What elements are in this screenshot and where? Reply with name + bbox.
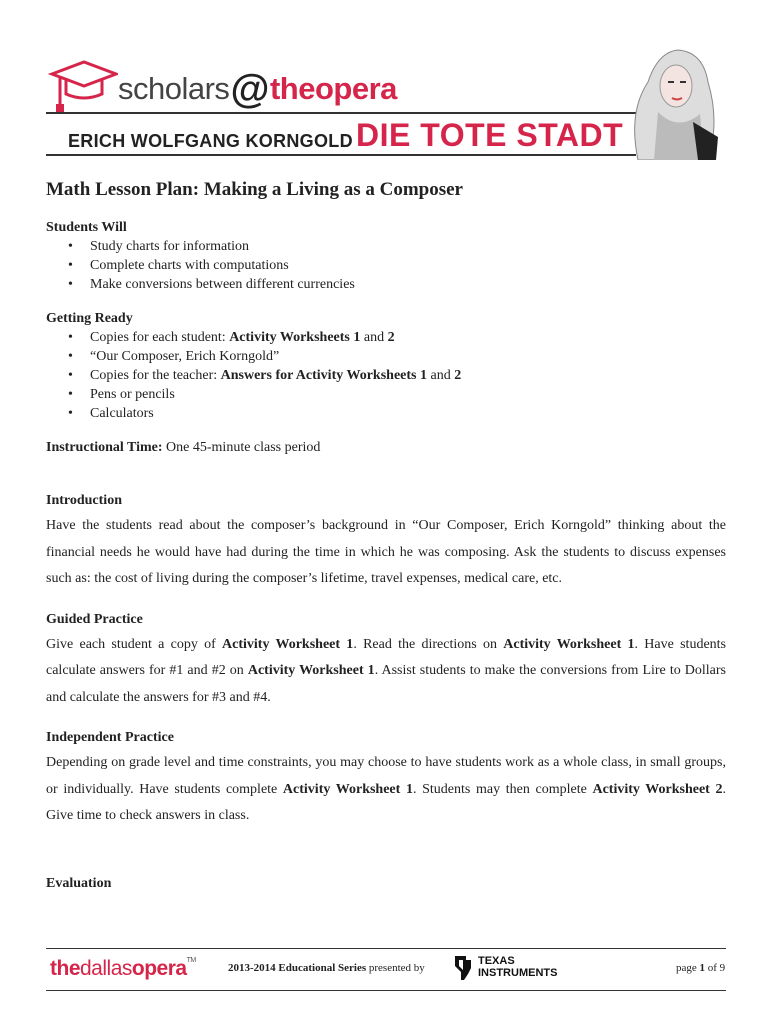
instructional-time-value: One 45-minute class period bbox=[162, 440, 321, 455]
singer-portrait-image bbox=[608, 42, 728, 160]
para-text: . Have students calculate answers for #1 and #2 on bbox=[46, 636, 727, 678]
texas-instruments-logo bbox=[478, 955, 557, 979]
list-item bbox=[90, 328, 726, 347]
item-bold: Answers for Activity Worksheets 1 bbox=[220, 368, 427, 383]
ti-line2: INSTRUMENTS bbox=[478, 967, 558, 979]
footer-divider-top bbox=[46, 948, 726, 949]
graduation-cap-icon bbox=[48, 56, 118, 118]
logo-dallas: dallas bbox=[80, 957, 132, 980]
series-name: 2013-2014 Educational Series bbox=[228, 962, 367, 974]
page-current: 1 bbox=[699, 962, 706, 974]
item-text: Copies for each student: bbox=[90, 330, 230, 345]
dallas-opera-logo bbox=[50, 957, 196, 981]
para-bold: Activity Worksheet 2 bbox=[592, 781, 723, 797]
students-will-heading: Students Will bbox=[46, 220, 127, 235]
item-text: and bbox=[360, 330, 388, 345]
brand-opera: theopera bbox=[269, 71, 397, 106]
para-text: . Read the directions on bbox=[353, 636, 504, 652]
instructional-time bbox=[46, 438, 726, 457]
getting-ready-heading: Getting Ready bbox=[46, 311, 133, 326]
introduction-text: Have the students read about the composer’s background in “Our Composer, Erich Korngold” thinking about the financial needs he would have had during the time in which he was composing. Ask the students to discuss expenses such as: the cost of living during the composer’s lifetime, travel expenses, medical care, etc. bbox=[46, 518, 726, 586]
item-bold: 2 bbox=[387, 330, 395, 345]
para-bold: Activity Worksheet 1 bbox=[503, 636, 635, 652]
item-bold: Activity Worksheets 1 bbox=[229, 330, 361, 345]
guided-practice-text bbox=[46, 632, 726, 712]
brand-at: @ bbox=[230, 67, 269, 111]
brand-scholars: scholars bbox=[118, 71, 230, 106]
instructional-time-label: Instructional Time: bbox=[46, 440, 163, 455]
para-text: . Give time to check answers in class. bbox=[46, 781, 726, 823]
page-header bbox=[0, 0, 770, 170]
item-bold: 2 bbox=[454, 368, 462, 383]
page-total: of 9 bbox=[705, 962, 726, 974]
para-bold: Activity Worksheet 1 bbox=[247, 663, 375, 678]
page-number bbox=[676, 962, 725, 974]
composer-name: ERICH WOLFGANG KORNGOLD bbox=[68, 131, 353, 151]
evaluation-heading: Evaluation bbox=[46, 875, 112, 891]
list-item: • Pens or pencils bbox=[90, 385, 726, 404]
logo-opera: opera bbox=[131, 957, 187, 980]
scholars-at-the-opera-logo bbox=[118, 66, 397, 111]
logo-trademark: TM bbox=[186, 957, 196, 964]
list-item: • Study charts for information bbox=[90, 237, 726, 256]
list-item: • Complete charts with computations bbox=[90, 256, 726, 275]
logo-the: the bbox=[50, 957, 80, 980]
introduction-heading: Introduction bbox=[46, 493, 122, 508]
opera-title: DIE TOTE STADT bbox=[356, 117, 624, 153]
item-text: Copies for the teacher: bbox=[90, 368, 221, 383]
para-text: . Assist students to make the conversions from Lire to Dollars and calculate the answers for #3 and #4. bbox=[46, 663, 726, 705]
footer-divider-bottom bbox=[46, 990, 726, 991]
independent-practice-heading: Independent Practice bbox=[46, 730, 174, 745]
guided-practice-heading: Guided Practice bbox=[46, 611, 143, 627]
page-prefix: page bbox=[676, 962, 700, 974]
list-item: • Calculators bbox=[90, 404, 726, 423]
getting-ready-list bbox=[46, 328, 726, 423]
independent-practice-text bbox=[46, 750, 726, 830]
series-presented-by: presented by bbox=[366, 962, 425, 974]
list-item bbox=[90, 366, 726, 385]
para-text: . Students may then complete bbox=[412, 781, 593, 797]
item-text: and bbox=[426, 368, 455, 383]
series-credit bbox=[228, 962, 425, 974]
para-text: Depending on grade level and time constraints, you may choose to have students work as a whole class, in small groups, or individually. Have students complete bbox=[46, 755, 726, 797]
ti-line1: TEXAS bbox=[478, 955, 515, 967]
list-item: • Make conversions between different currencies bbox=[90, 275, 726, 294]
texas-instruments-icon bbox=[452, 954, 474, 982]
students-will-list bbox=[46, 237, 726, 294]
page-title: Math Lesson Plan: Making a Living as a Composer bbox=[46, 179, 463, 200]
para-bold: Activity Worksheet 1 bbox=[222, 636, 354, 652]
header-divider-top bbox=[46, 112, 636, 114]
lesson-content bbox=[46, 178, 726, 893]
header-divider-bottom bbox=[46, 154, 636, 156]
para-bold: Activity Worksheet 1 bbox=[282, 781, 413, 797]
para-text: Give each student a copy of bbox=[46, 636, 223, 652]
list-item: • “Our Composer, Erich Korngold” bbox=[90, 347, 726, 366]
